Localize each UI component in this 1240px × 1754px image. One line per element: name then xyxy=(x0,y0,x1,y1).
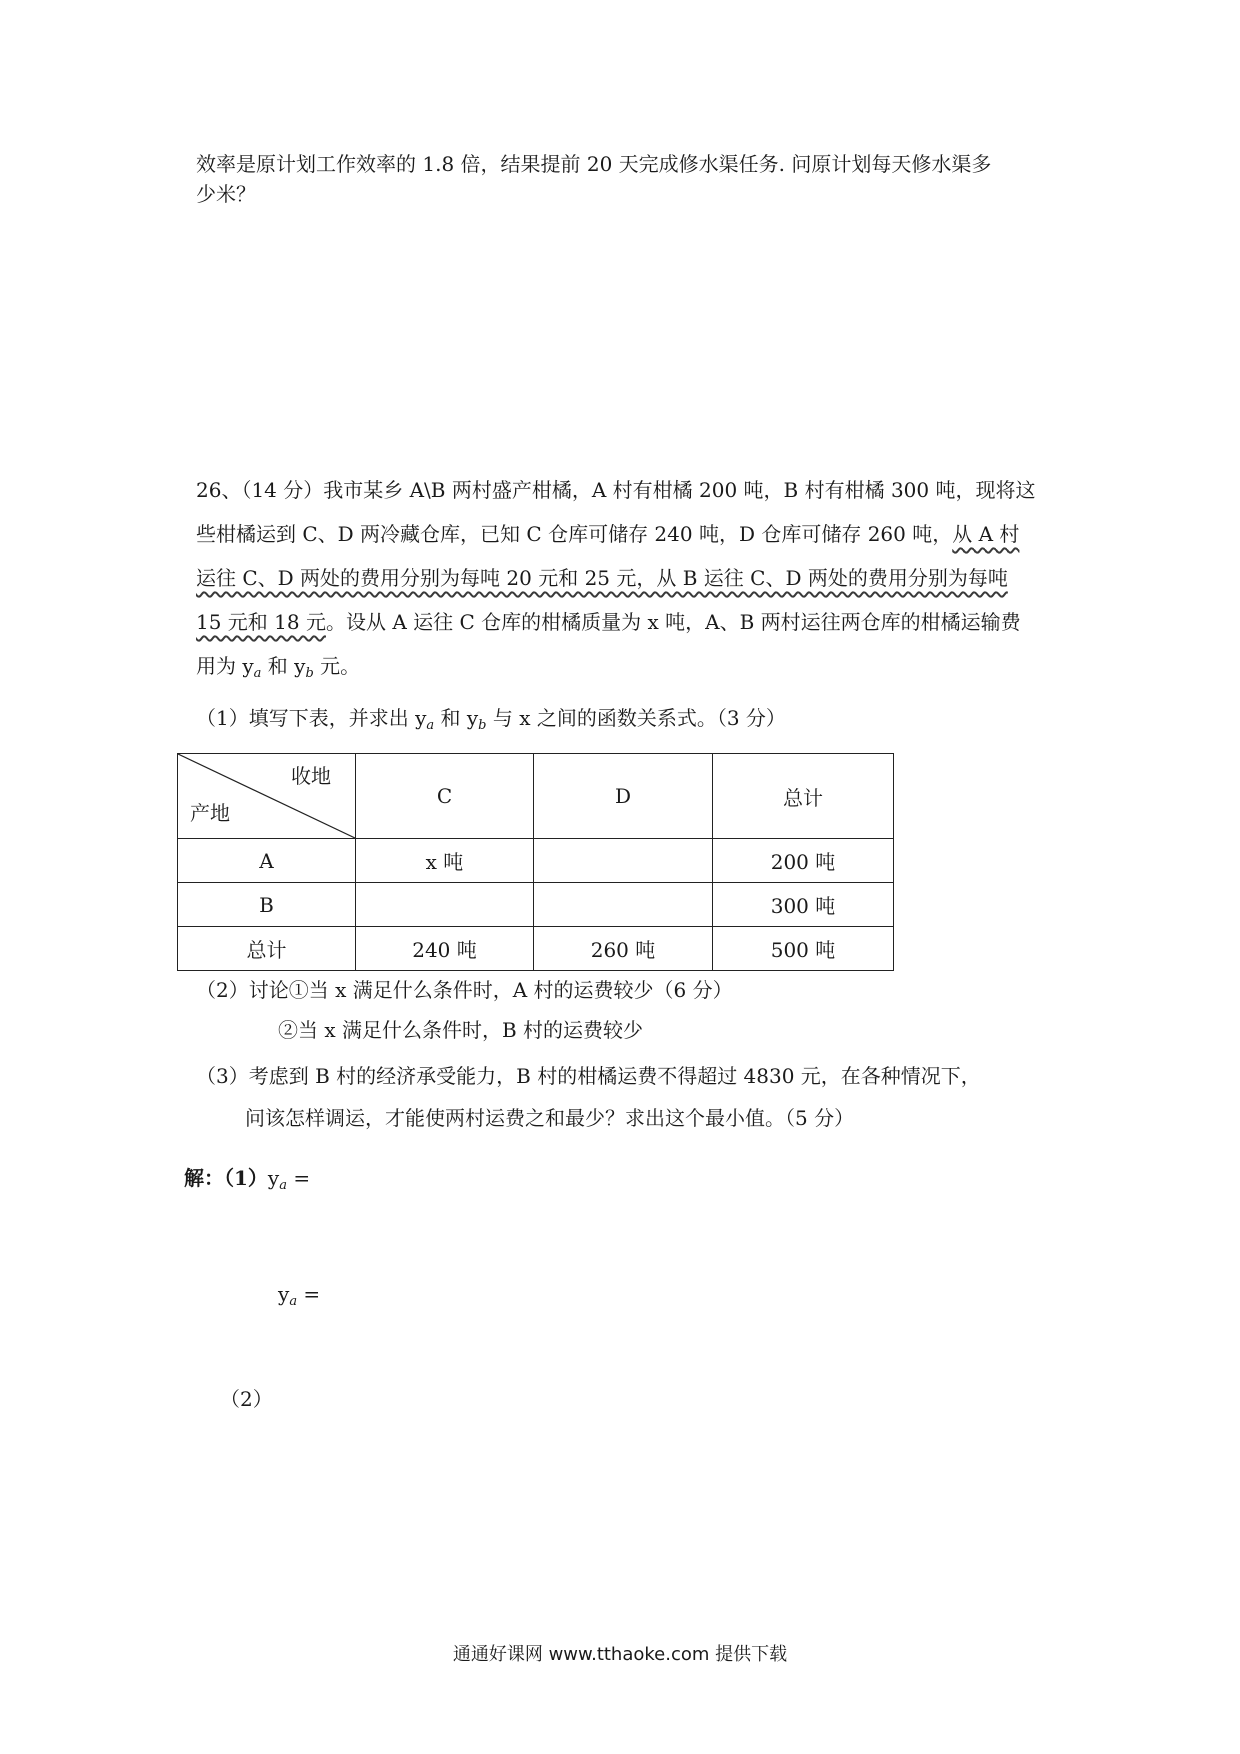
q26-sub-a: a xyxy=(253,666,262,681)
shipping-table xyxy=(177,753,894,971)
table-row xyxy=(178,839,894,883)
q26-part-2-line-1: （2）讨论①当 x 满足什么条件时，A 村的运费较少（6 分） xyxy=(196,978,733,1002)
row-label-total: 总计 xyxy=(178,927,356,971)
corner-origin-label: 产地 xyxy=(190,801,230,825)
q26-line-2 xyxy=(196,520,1019,548)
answer-yb-label: y xyxy=(278,1282,290,1306)
q26-part-1-sub-b: b xyxy=(478,718,487,733)
row-label-b: B xyxy=(178,883,356,927)
table-row xyxy=(178,927,894,971)
q26-part-3-line-2: 问该怎样调运，才能使两村运费之和最少？求出这个最小值。（5 分） xyxy=(245,1106,855,1130)
table-row xyxy=(178,883,894,927)
cell-a-total: 200 吨 xyxy=(713,839,894,883)
q26-part-1-a: （1）填写下表，并求出 y xyxy=(196,706,427,730)
header-c: C xyxy=(356,754,534,839)
cell-total-all: 500 吨 xyxy=(713,927,894,971)
answer-lead: 解：（1） xyxy=(184,1166,268,1190)
q26-line-5-part-a: 用为 y xyxy=(196,654,254,678)
q26-line-5-part-b: 和 y xyxy=(261,654,306,678)
q26-line-4-marked: 15 元和 18 元 xyxy=(196,610,326,634)
answer-yb-sub: a xyxy=(289,1294,298,1309)
q26-line-3 xyxy=(196,564,1008,592)
q26-line-3-marked: 运往 C、D 两处的费用分别为每吨 20 元和 25 元，从 B 运往 C、D 两处的费用分别为每吨 xyxy=(196,566,1008,590)
answer-ya-eq: = xyxy=(287,1166,311,1190)
table-header-row xyxy=(178,754,894,839)
q26-line-2-marked: 从 A 村 xyxy=(952,522,1020,546)
q26-line-4 xyxy=(196,608,1021,636)
q26-part-2-line-2: ②当 x 满足什么条件时，B 村的运费较少 xyxy=(278,1018,644,1042)
cell-a-d xyxy=(534,839,713,883)
answer-yb-eq: = xyxy=(297,1282,321,1306)
cell-a-c: x 吨 xyxy=(356,839,534,883)
q26-part-1-sub-a: a xyxy=(426,718,435,733)
row-label-a: A xyxy=(178,839,356,883)
answer-part-2: （2） xyxy=(220,1387,273,1411)
corner-destination-label: 收地 xyxy=(291,764,331,788)
page-footer: 通通好课网 www.tthaoke.com 提供下载 xyxy=(452,1644,788,1665)
cell-b-total: 300 吨 xyxy=(713,883,894,927)
q26-line-5 xyxy=(196,652,360,688)
q26-line-4-text: 。设从 A 运往 C 仓库的柑橘质量为 x 吨，A、B 两村运往两仓库的柑橘运输费 xyxy=(325,610,1021,634)
q26-part-1-b: 和 y xyxy=(434,706,479,730)
q25-line-1: 效率是原计划工作效率的 1.8 倍，结果提前 20 天完成修水渠任务. 问原计划每天修水渠多 xyxy=(196,152,992,176)
cell-b-d xyxy=(534,883,713,927)
q25-line-2: 少米？ xyxy=(196,182,256,206)
cell-total-c: 240 吨 xyxy=(356,927,534,971)
header-d: D xyxy=(534,754,713,839)
q26-line-5-part-c: 元。 xyxy=(313,654,361,678)
q26-part-1-c: 与 x 之间的函数关系式。（3 分） xyxy=(486,706,786,730)
header-total: 总计 xyxy=(713,754,894,839)
cell-b-c xyxy=(356,883,534,927)
answer-ya-label: y xyxy=(267,1166,280,1190)
answer-second-eq xyxy=(278,1280,320,1316)
q26-sub-b: b xyxy=(305,666,314,681)
answer-part-1 xyxy=(184,1164,310,1200)
cell-total-d: 260 吨 xyxy=(534,927,713,971)
q26-part-1 xyxy=(196,704,786,740)
q26-line-2-text: 些柑橘运到 C、D 两冷藏仓库，已知 C 仓库可储存 240 吨，D 仓库可储存 260 吨， xyxy=(196,522,953,546)
table-corner-cell xyxy=(178,754,356,839)
q26-part-3-line-1: （3）考虑到 B 村的经济承受能力，B 村的柑橘运费不得超过 4830 元，在各种情况下， xyxy=(196,1064,981,1088)
answer-ya-sub: a xyxy=(279,1178,287,1193)
q26-line-1: 26、（14 分）我市某乡 A\B 两村盛产柑橘，A 村有柑橘 200 吨，B 村有柑橘 300 吨，现将这 xyxy=(196,478,1036,502)
